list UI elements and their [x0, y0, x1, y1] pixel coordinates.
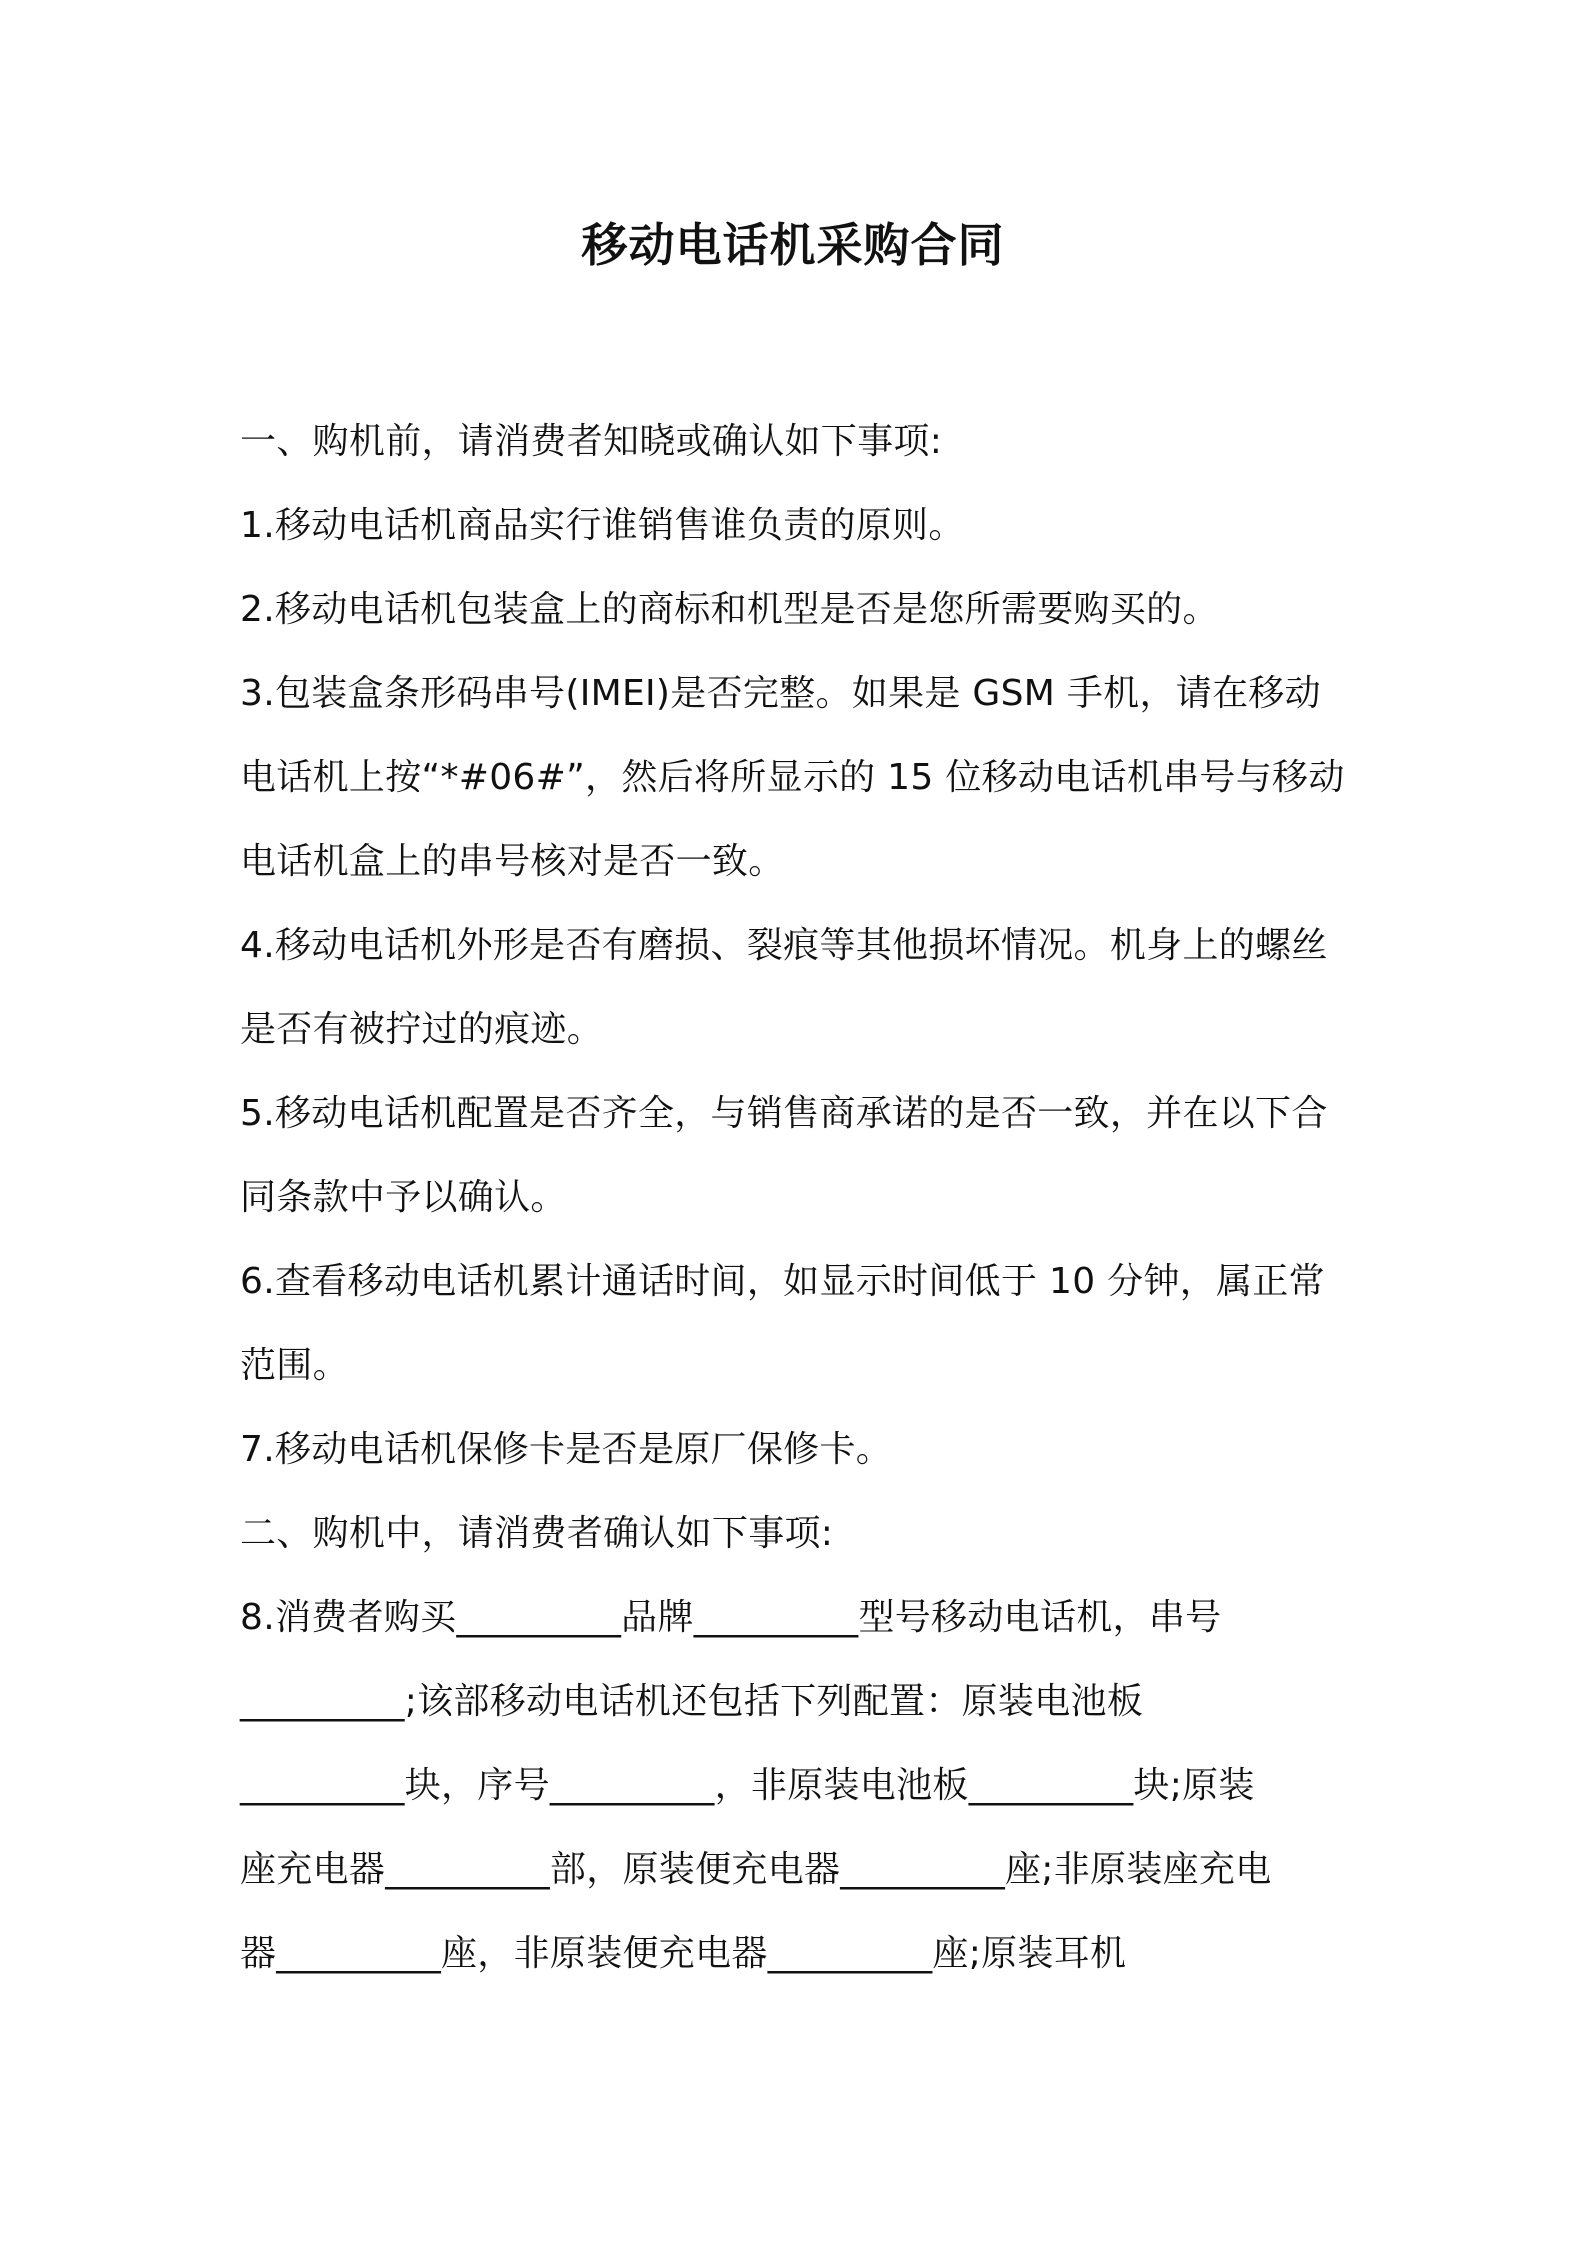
- paragraph-line: 范围。: [240, 1345, 349, 1386]
- paragraph-line: 电话机上按“*#06#”，然后将所显示的 15 位移动电话机串号与移动: [240, 757, 1345, 798]
- paragraph-line: 电话机盒上的串号核对是否一致。: [240, 841, 785, 882]
- paragraph-line: 8.消费者购买_________品牌_________型号移动电话机，串号: [240, 1597, 1222, 1638]
- paragraph-line: 4.移动电话机外形是否有磨损、裂痕等其他损坏情况。机身上的螺丝: [240, 925, 1328, 966]
- paragraph-line: _________块，序号_________，非原装电池板_________块;原装: [240, 1765, 1255, 1806]
- document-title: 移动电话机采购合同: [581, 218, 1005, 272]
- paragraph-line: _________;该部移动电话机还包括下列配置：原装电池板: [240, 1681, 1144, 1722]
- document-body: [240, 400, 1360, 1996]
- paragraph-line: 座充电器_________部，原装便充电器_________座;非原装座充电: [240, 1849, 1272, 1890]
- paragraph-line: 是否有被拧过的痕迹。: [240, 1009, 604, 1050]
- paragraph-line: 器_________座，非原装便充电器_________座;原装耳机: [240, 1933, 1127, 1974]
- paragraph-line: 5.移动电话机配置是否齐全，与销售商承诺的是否一致，并在以下合: [240, 1093, 1328, 1134]
- paragraph-line: 7.移动电话机保修卡是否是原厂保修卡。: [240, 1429, 893, 1470]
- paragraph-line: 3.包装盒条形码串号(IMEI)是否完整。如果是 GSM 手机，请在移动: [240, 673, 1321, 714]
- paragraph-line: 同条款中予以确认。: [240, 1177, 567, 1218]
- paragraph-line: 6.查看移动电话机累计通话时间，如显示时间低于 10 分钟，属正常: [240, 1261, 1325, 1302]
- section-heading-2: 二、购机中，请消费者确认如下事项:: [240, 1513, 834, 1554]
- section-heading-1: 一、购机前，请消费者知晓或确认如下事项:: [240, 421, 943, 462]
- paragraph-line: 2.移动电话机包装盒上的商标和机型是否是您所需要购买的。: [240, 589, 1219, 630]
- paragraph-line: 1.移动电话机商品实行谁销售谁负责的原则。: [240, 505, 965, 546]
